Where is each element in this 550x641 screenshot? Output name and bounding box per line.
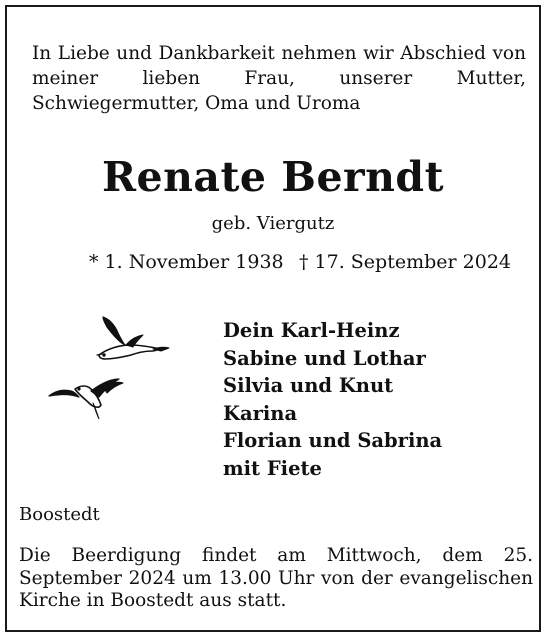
seagulls-icon (41, 309, 171, 419)
mourner-name: Silvia und Knut (223, 374, 394, 397)
mourner-name: Sabine und Lothar (223, 346, 426, 370)
mourners-list (223, 317, 442, 482)
death-date: † 17. September 2024 (299, 251, 511, 273)
mourner-name: Dein Karl-Heinz (223, 319, 400, 342)
obituary-notice (5, 5, 541, 632)
mourner-name: Florian und Sabrina (223, 429, 443, 452)
deceased-name: Renate Berndt (101, 153, 445, 201)
intro-text: In Liebe und Dankbarkeit nehmen wir Abschied von meiner lieben Frau, unserer Mutter, Schwiegermutter, Oma und Uroma (32, 43, 526, 114)
funeral-info: Die Beerdigung findet am Mittwoch, dem 25. September 2024 um 13.00 Uhr von der evangelischen Kirche in Boostedt aus statt. (19, 545, 533, 611)
mourner-name: Karina (223, 401, 298, 425)
birth-date: * 1. November 1938 (89, 251, 284, 273)
birth-name: geb. Viergutz (211, 213, 335, 234)
place-name: Boostedt (19, 504, 100, 525)
mourner-name: mit Fiete (223, 456, 322, 480)
